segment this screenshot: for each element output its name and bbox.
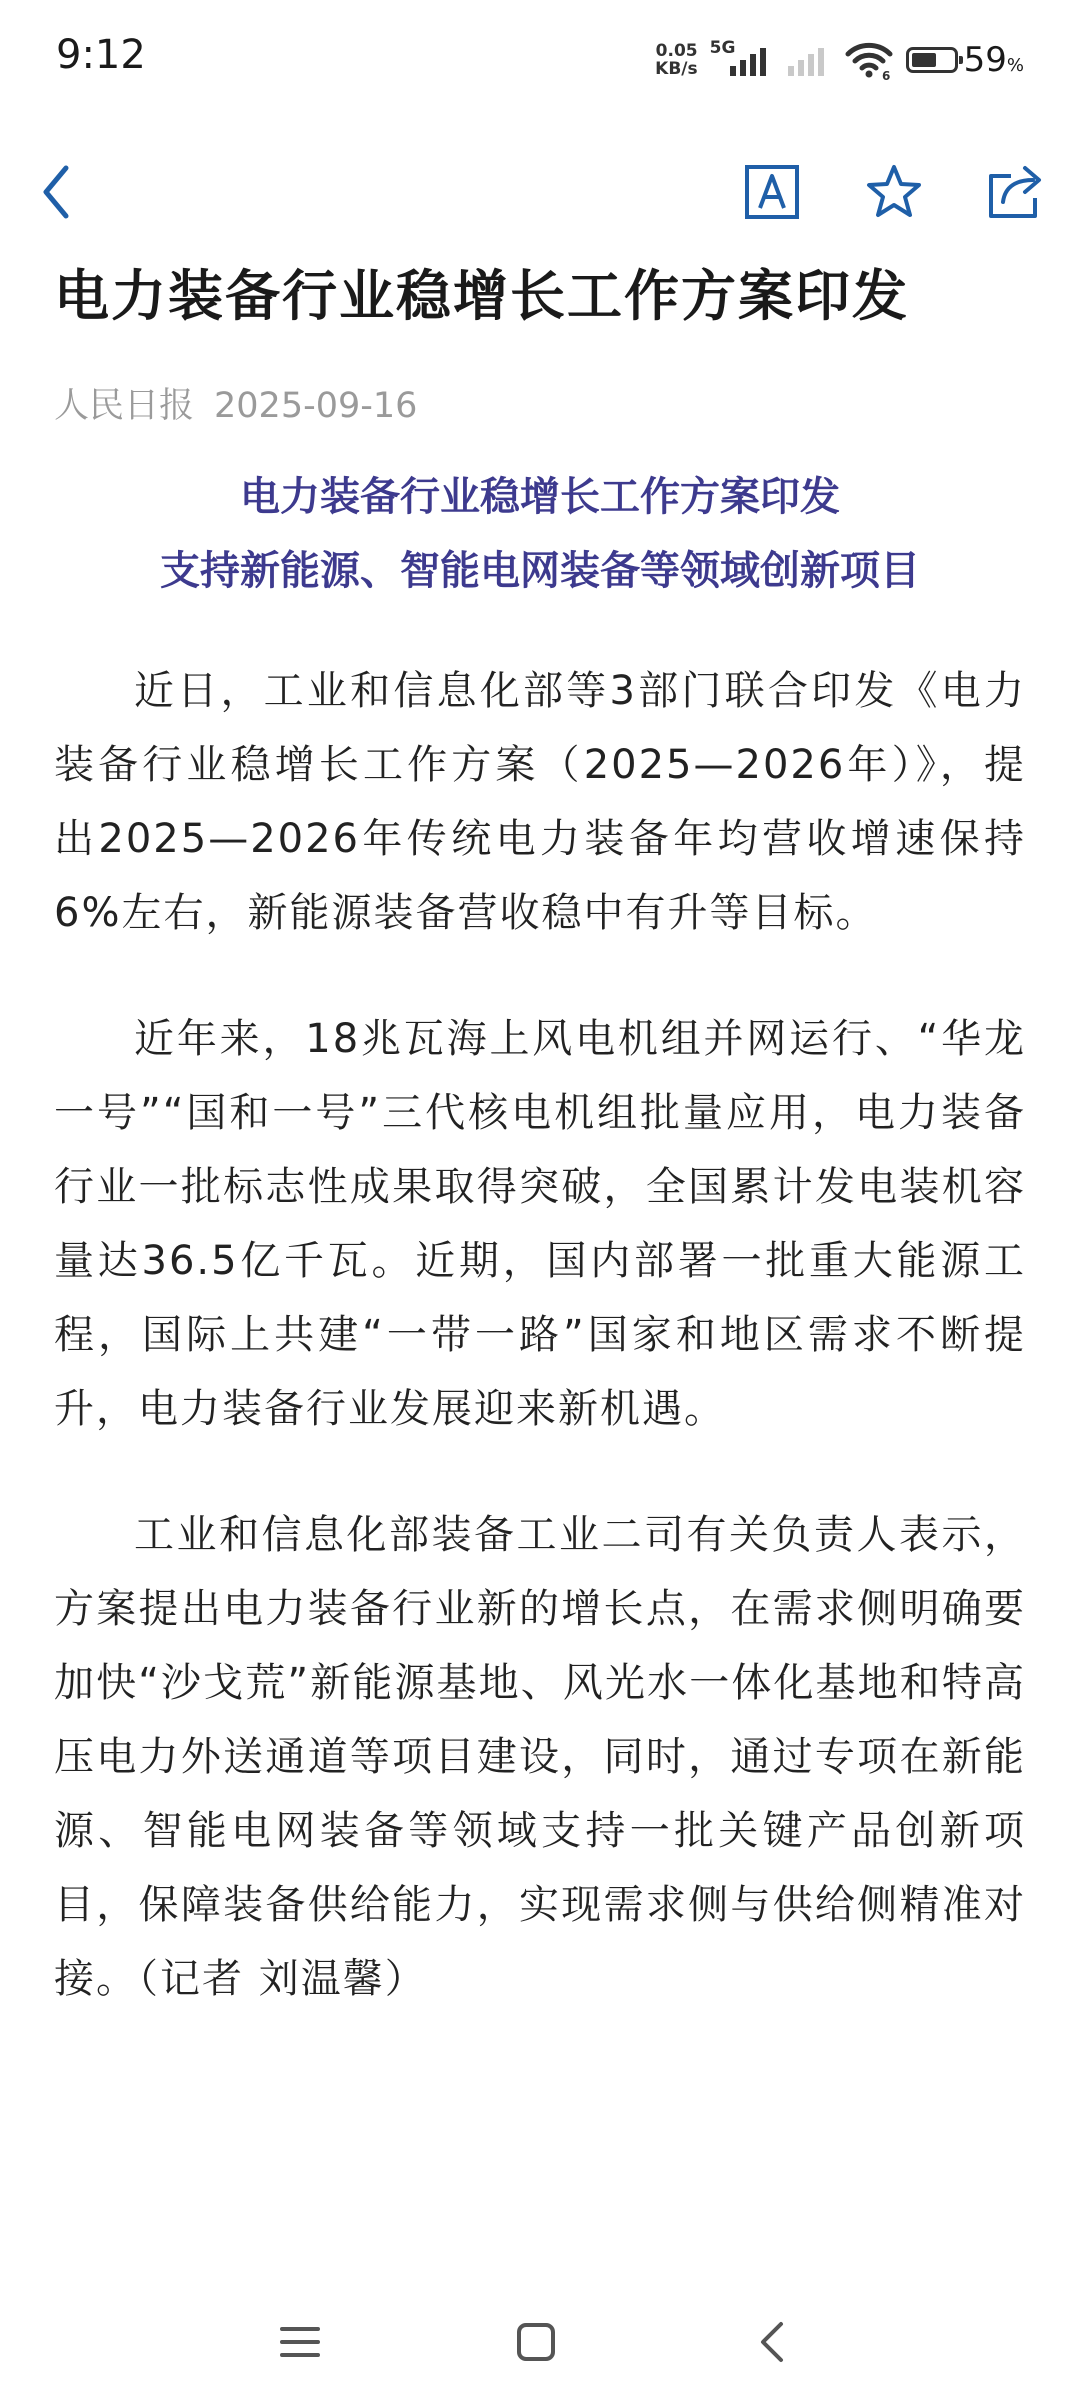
star-outline-icon [864,162,924,222]
network-speed-unit: KB/s [655,59,698,79]
status-time: 9:12 [56,32,146,78]
network-speed-value: 0.05 [655,41,698,61]
signal-5g-icon [710,40,772,80]
home-button[interactable] [496,2302,576,2382]
battery-indicator [906,40,1024,80]
back-chevron-icon [755,2318,789,2366]
recent-apps-button[interactable] [260,2302,340,2382]
subheadline-line-1: 电力装备行业稳增长工作方案印发 [240,474,840,520]
article-meta [54,378,417,428]
battery-percent: 59 [963,40,1007,80]
article-subheadline [54,460,1026,608]
system-back-button[interactable] [732,2302,812,2382]
menu-icon [278,2324,322,2360]
article-source: 人民日报 [54,386,195,426]
share-arrow-icon [985,162,1047,222]
battery-icon [906,47,958,73]
system-nav-bar [0,2280,1080,2400]
wifi-icon [844,40,894,80]
network-type-label: 5G [709,38,736,58]
home-square-icon [514,2320,558,2364]
article-body [54,654,1026,2068]
article-title: 电力装备行业稳增长工作方案印发 [54,264,910,328]
svg-text:6: 6 [881,69,890,80]
share-button[interactable] [980,156,1052,228]
status-icons [655,36,1024,84]
chevron-left-icon [36,162,76,222]
article-paragraph: 工业和信息化部装备工业二司有关负责人表示，方案提出电力装备行业新的增长点，在需求侧明确要加快“沙戈荒”新能源基地、风光水一体化基地和特高压电力外送通道等项目建设，同时，通过专项在新能源、智能电网装备等领域支持一批关键产品创新项目，保障装备供给能力，实现需求侧与供给侧精准对接。（记者 刘温馨） [54,1512,1026,2002]
subheadline-line-2: 支持新能源、智能电网装备等领域创新项目 [160,548,920,594]
article-paragraph: 近日，工业和信息化部等3部门联合印发《电力装备行业稳增长工作方案（2025—2026年）》，提出2025—2026年传统电力装备年均营收增速保持6%左右，新能源装备营收稳中有升等目标。 [54,668,1026,936]
article-date: 2025-09-16 [214,386,418,426]
font-size-button[interactable] [736,156,808,228]
network-speed [655,42,697,78]
battery-unit: % [1006,55,1024,76]
status-bar [0,0,1080,120]
letter-a-box-icon [744,164,800,220]
signal-secondary-icon [784,40,832,80]
article-paragraph: 近年来，18兆瓦海上风电机组并网运行、“华龙一号”“国和一号”三代核电机组批量应用，电力装备行业一批标志性成果取得突破，全国累计发电装机容量达36.5亿千瓦。近期，国内部署一批重大能源工程，国际上共建“一带一路”国家和地区需求不断提升，电力装备行业发展迎来新机遇。 [54,1016,1026,1432]
favorite-button[interactable] [858,156,930,228]
back-button[interactable] [20,156,92,228]
